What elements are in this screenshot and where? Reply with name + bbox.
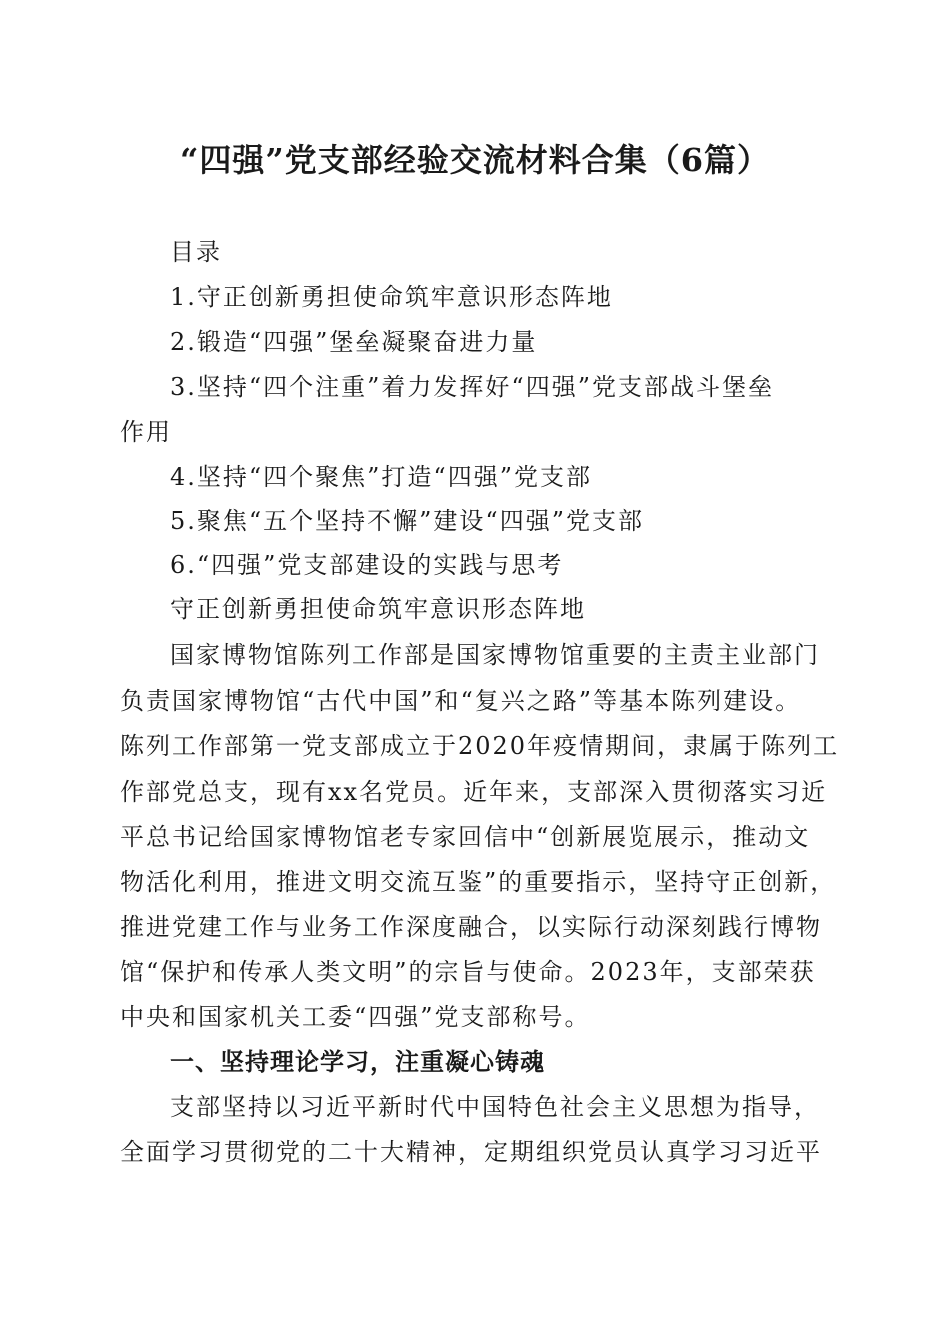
section-heading: 一、坚持理论学习，注重凝心铸魂	[170, 1047, 545, 1076]
paragraph-line: 中央和国家机关工委“四强”党支部称号。	[120, 1003, 591, 1031]
toc-item: 2.锻造“四强”堡垒凝聚奋进力量	[170, 328, 538, 356]
toc-label: 目录	[170, 238, 222, 266]
paragraph-line: 平总书记给国家博物馆老专家回信中“创新展览展示，推动文	[120, 823, 811, 851]
toc-item-continuation: 作用	[120, 418, 172, 446]
paragraph-line: 国家博物馆陈列工作部是国家博物馆重要的主责主业部门	[170, 641, 820, 669]
paragraph-line: 作部党总支，现有xx名党员。近年来，支部深入贯彻落实习近	[120, 778, 828, 806]
paragraph-line: 负责国家博物馆“古代中国”和“复兴之路”等基本陈列建设。	[120, 687, 802, 715]
paragraph-line: 全面学习贯彻党的二十大精神，定期组织党员认真学习习近平	[120, 1138, 822, 1166]
paragraph-line: 支部坚持以习近平新时代中国特色社会主义思想为指导，	[170, 1093, 820, 1121]
article-title: 守正创新勇担使命筑牢意识形态阵地	[170, 595, 586, 623]
paragraph-line: 推进党建工作与业务工作深度融合，以实际行动深刻践行博物	[120, 913, 822, 941]
paragraph-line: 物活化利用，推进文明交流互鉴”的重要指示，坚持守正创新，	[120, 868, 837, 896]
toc-item: 4.坚持“四个聚焦”打造“四强”党支部	[170, 463, 592, 491]
toc-item: 5.聚焦“五个坚持不懈”建设“四强”党支部	[170, 507, 644, 535]
paragraph-line: 陈列工作部第一党支部成立于2020年疫情期间，隶属于陈列工	[120, 732, 840, 760]
document-title: “四强”党支部经验交流材料合集（6篇）	[179, 141, 771, 179]
paragraph-line: 馆“保护和传承人类文明”的宗旨与使命。2023年，支部荣获	[120, 958, 816, 986]
toc-item: 6.“四强”党支部建设的实践与思考	[170, 551, 564, 579]
toc-item: 3.坚持“四个注重”着力发挥好“四强”党支部战斗堡垒	[170, 373, 774, 401]
toc-item: 1.守正创新勇担使命筑牢意识形态阵地	[170, 283, 613, 311]
